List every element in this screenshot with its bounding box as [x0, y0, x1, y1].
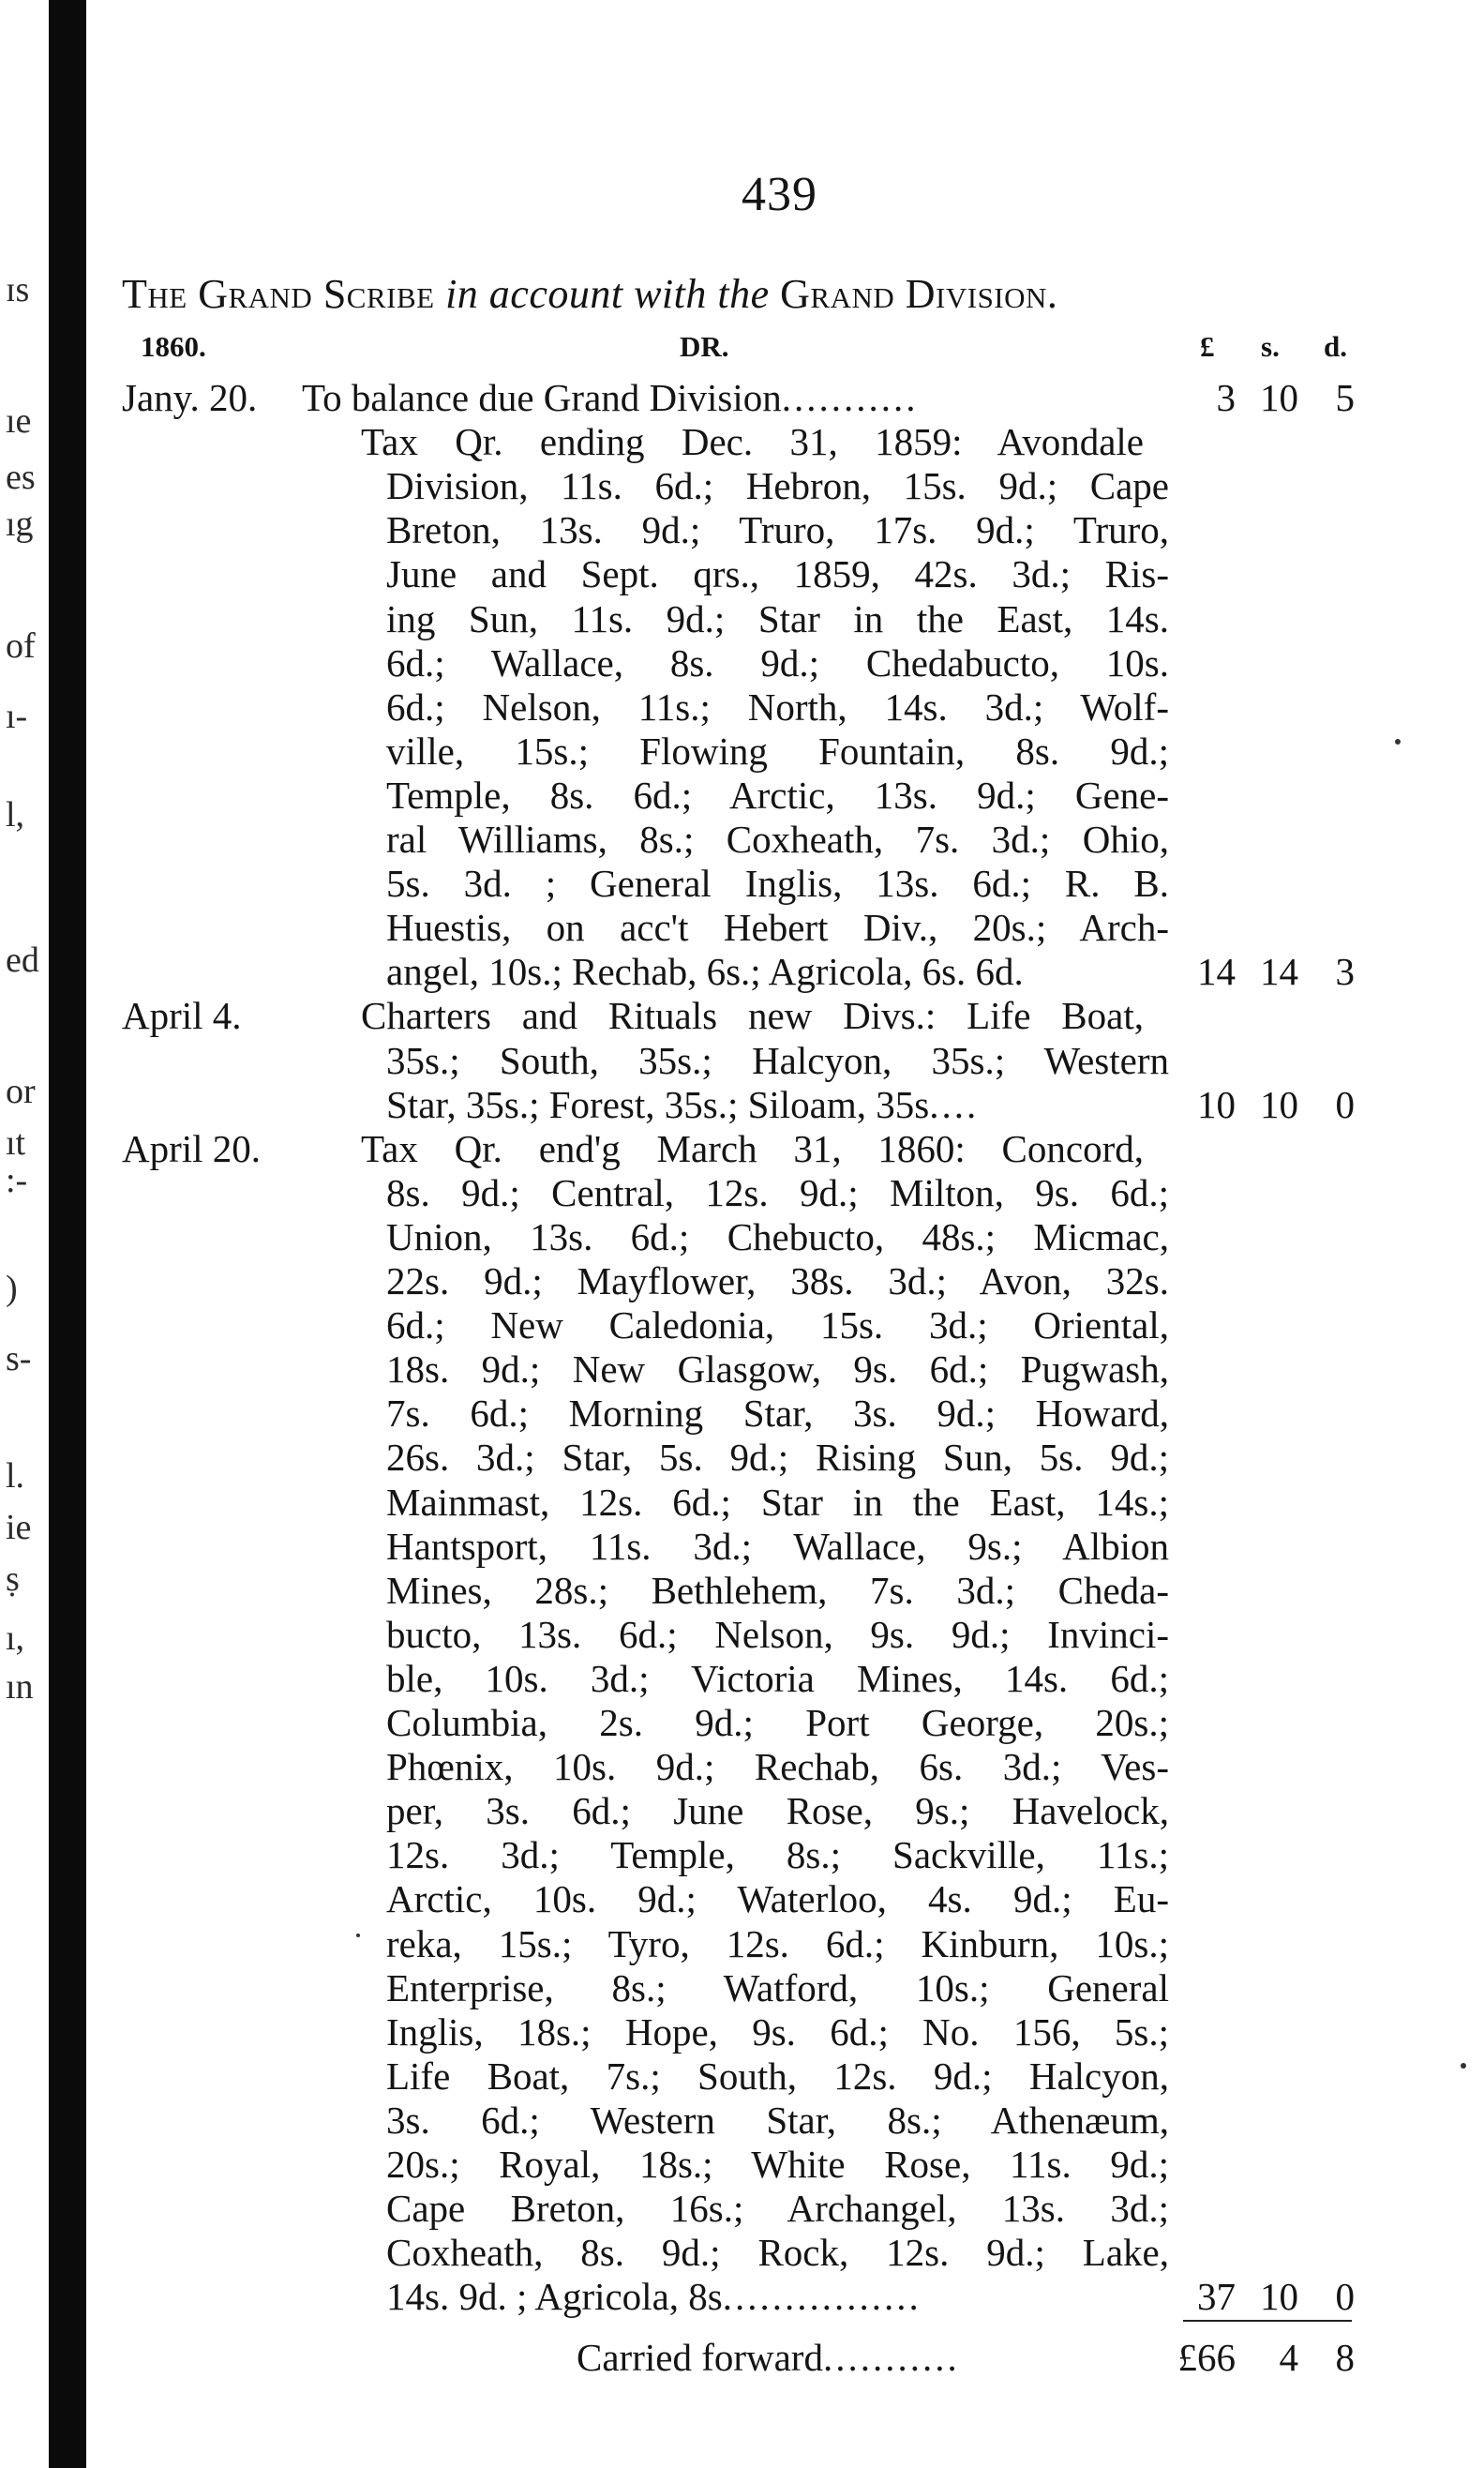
amount-shillings: 4	[1279, 2336, 1298, 2380]
heading-in-account: in account with the	[445, 271, 770, 317]
amount-pounds: £66	[1177, 2336, 1236, 2380]
margin-fragment: ı,	[6, 1618, 25, 1658]
entry-text	[386, 1700, 1169, 1745]
ledger-line	[0, 2230, 1484, 2275]
heading-grand-division: Grand Division.	[780, 271, 1058, 317]
entry-text-content: June and Sept. qrs., 1859, 42s. 3d.; Ris-	[386, 552, 1169, 596]
ledger-line	[0, 2098, 1484, 2143]
margin-fragment: ɪs	[6, 270, 30, 309]
year-header: 1860.	[141, 330, 206, 363]
margin-fragment: ed	[6, 941, 39, 980]
margin-fragment: ın	[6, 1667, 34, 1707]
amount-pence: 0	[1335, 1082, 1355, 1126]
entry-text	[386, 1744, 1169, 1789]
ledger-line	[0, 1876, 1484, 1921]
entry-text-content: Tax Qr. end'g March 31, 1860: Concord,	[361, 1126, 1144, 1170]
amount-pounds: 37	[1197, 2275, 1236, 2319]
ledger-line	[0, 1965, 1484, 2010]
ledger-line	[0, 2274, 1484, 2319]
ledger-line	[0, 419, 1484, 464]
entry-text	[302, 375, 1085, 420]
entry-text-content: 7s. 6d.; Morning Star, 3s. 9d.; Howard,	[386, 1392, 1169, 1436]
entry-text-content: 8s. 9d.; Central, 12s. 9d.; Milton, 9s. 6d.;	[386, 1170, 1169, 1214]
ledger-line	[0, 2054, 1484, 2099]
entry-text-content: ral Williams, 8s.; Coxheath, 7s. 3d.; Ohio,	[386, 818, 1169, 861]
heading-grand-scribe: The Grand Scribe	[122, 271, 435, 317]
ledger-line	[0, 729, 1484, 774]
entry-text	[386, 729, 1169, 774]
dot-leader: ................	[722, 2275, 922, 2319]
entry-text-content: 22s. 9d.; Mayflower, 38s. 3d.; Avon, 32s.	[386, 1259, 1169, 1302]
amount-pounds: 14	[1197, 950, 1236, 994]
margin-fragment: es	[6, 458, 36, 497]
margin-fragment: s-	[6, 1339, 32, 1378]
entry-text-content: per, 3s. 6d.; June Rose, 9s.; Havelock,	[386, 1789, 1169, 1833]
entry-text-content: ville, 15s.; Flowing Fountain, 8s. 9d.;	[386, 729, 1169, 773]
entry-text	[361, 1126, 1144, 1171]
amount-pence: 8	[1335, 2336, 1355, 2380]
ledger-line	[0, 375, 1484, 420]
entry-text-content: ing Sun, 11s. 9d.; Star in the East, 14s.	[386, 596, 1169, 640]
entry-text-content: Hantsport, 11s. 3d.; Wallace, 9s.; Albion	[386, 1524, 1169, 1568]
ledger-line	[0, 1921, 1484, 1966]
entry-text	[386, 640, 1169, 685]
entry-text	[386, 1612, 1169, 1657]
entry-text	[386, 1435, 1169, 1480]
entry-text-content: Temple, 8s. 6d.; Arctic, 13s. 9d.; Gene-	[386, 773, 1169, 817]
ledger-line	[0, 1480, 1484, 1525]
amount-pounds: 3	[1216, 376, 1236, 419]
entry-text	[386, 1568, 1169, 1613]
entry-text-content: Coxheath, 8s. 9d.; Rock, 12s. 9d.; Lake,	[386, 2231, 1169, 2275]
ledger-line	[0, 1170, 1484, 1215]
entry-text	[386, 1921, 1169, 1966]
entry-text-content: reka, 15s.; Tyro, 12s. 6d.; Kinburn, 10s.;	[386, 1921, 1169, 1965]
dot-leader: ....	[929, 1082, 980, 1126]
ledger-line	[0, 1258, 1484, 1303]
margin-fragment: or	[6, 1072, 36, 1111]
ledger-line	[0, 2142, 1484, 2187]
ledger-line	[0, 1788, 1484, 1833]
entry-text	[386, 2009, 1169, 2054]
dot-leader: ...........	[822, 2336, 960, 2380]
ledger-line	[0, 2335, 1484, 2380]
total-rule	[1183, 2320, 1352, 2322]
ledger-line	[0, 1082, 1484, 1127]
amount-shillings: 10	[1260, 1082, 1298, 1126]
entry-text	[361, 993, 1144, 1038]
entry-text	[386, 596, 1169, 641]
ledger-line	[0, 1832, 1484, 1877]
entry-text-content: Inglis, 18s.; Hope, 9s. 6d.; No. 156, 5s.;	[386, 2009, 1169, 2054]
entry-text	[386, 507, 1169, 552]
entry-text	[386, 2274, 1169, 2319]
entry-text-content: 3s. 6d.; Western Star, 8s.; Athenæum,	[386, 2098, 1169, 2142]
entry-text-content: 5s. 3d. ; General Inglis, 13s. 6d.; R. B.	[386, 862, 1169, 906]
margin-fragment: of	[6, 626, 36, 666]
account-heading	[122, 270, 1341, 318]
entry-text	[386, 685, 1169, 730]
amount-pounds: 10	[1197, 1082, 1236, 1126]
entry-text-content: Charters and Rituals new Divs.: Life Boat,	[361, 994, 1144, 1038]
entry-text-content: 26s. 3d.; Star, 5s. 9d.; Rising Sun, 5s. 9d.;	[386, 1436, 1169, 1480]
entry-text-content: Mines, 28s.; Bethlehem, 7s. 3d.; Cheda-	[386, 1568, 1169, 1612]
ledger-line	[0, 1568, 1484, 1613]
amount-shillings: 10	[1260, 2275, 1298, 2319]
entry-text	[386, 1876, 1169, 1921]
entry-text	[386, 1656, 1169, 1701]
entry-text-content: Huestis, on acc't Hebert Div., 20s.; Arch-	[386, 906, 1169, 950]
entry-text-content: 6d.; Nelson, 11s.; North, 14s. 3d.; Wolf-	[386, 685, 1169, 729]
entry-text-content: Carried forward	[577, 2336, 823, 2380]
entry-text-content: Union, 13s. 6d.; Chebucto, 48s.; Micmac,	[386, 1214, 1169, 1258]
entry-text	[386, 1965, 1169, 2010]
ledger-line	[0, 861, 1484, 906]
amount-shillings: 14	[1260, 950, 1298, 994]
amount-pence: 3	[1335, 950, 1355, 994]
ledger-line	[0, 463, 1484, 508]
ledger-line	[0, 1347, 1484, 1392]
ledger-line	[0, 949, 1484, 994]
entry-text	[386, 2142, 1169, 2187]
margin-fragment: ṣ	[6, 1559, 20, 1599]
entry-date: Jany. 20.	[122, 376, 258, 419]
entry-text	[386, 1038, 1169, 1083]
entry-text-content: angel, 10s.; Rechab, 6s.; Agricola, 6s. 6d.	[386, 950, 1024, 994]
ledger-line	[0, 1612, 1484, 1657]
entry-text	[386, 1524, 1169, 1569]
ledger-line	[0, 640, 1484, 685]
entry-text-content: ble, 10s. 3d.; Victoria Mines, 14s. 6d.;	[386, 1656, 1169, 1700]
ledger-line	[0, 1744, 1484, 1789]
entry-text-content: Enterprise, 8s.; Watford, 10s.; General	[386, 1965, 1169, 2009]
entry-text-content: Cape Breton, 16s.; Archangel, 13s. 3d.;	[386, 2187, 1169, 2231]
ledger-line	[0, 504, 1484, 552]
entry-text	[386, 861, 1169, 906]
entry-text-content: 6d.; New Caledonia, 15s. 3d.; Oriental,	[386, 1303, 1169, 1347]
ledger-line	[0, 2009, 1484, 2054]
entry-text	[386, 1480, 1169, 1525]
entry-text	[386, 2230, 1169, 2275]
entry-text	[386, 1391, 1169, 1436]
ledger-line	[0, 551, 1484, 596]
margin-fragment: ıg	[6, 504, 34, 544]
entry-text-content: 6d.; Wallace, 8s. 9d.; Chedabucto, 10s.	[386, 640, 1169, 685]
entry-text	[386, 1258, 1169, 1303]
entry-text-content: 12s. 3d.; Temple, 8s.; Sackville, 11s.;	[386, 1833, 1169, 1877]
entry-text	[386, 1788, 1169, 1833]
page-number: 439	[742, 168, 817, 221]
entry-text-content: Breton, 13s. 9d.; Truro, 17s. 9d.; Truro,	[386, 508, 1169, 552]
entry-text	[386, 1347, 1169, 1392]
ledger-line	[0, 1524, 1484, 1569]
entry-text	[386, 1082, 1169, 1127]
margin-fragment: l,	[6, 795, 25, 835]
entry-text-content: Mainmast, 12s. 6d.; Star in the East, 14s.;	[386, 1480, 1169, 1524]
ledger-line	[0, 1214, 1484, 1259]
margin-fragment: ıt	[6, 1123, 26, 1163]
entry-text	[386, 773, 1169, 818]
ledger-line	[0, 773, 1484, 818]
ledger-line	[0, 1123, 1484, 1171]
entry-text-content: Division, 11s. 6d.; Hebron, 15s. 9d.; Cape	[386, 464, 1169, 508]
entry-text	[386, 1302, 1169, 1347]
entry-text-content: Arctic, 10s. 9d.; Waterloo, 4s. 9d.; Eu-	[386, 1877, 1169, 1921]
entry-text	[386, 1832, 1169, 1877]
ledger-line	[0, 905, 1484, 950]
entry-text-content: Tax Qr. ending Dec. 31, 1859: Avondale	[361, 420, 1144, 464]
entry-text	[386, 1170, 1169, 1215]
entry-text-content: bucto, 13s. 6d.; Nelson, 9s. 9d.; Invinci-	[386, 1612, 1169, 1656]
margin-fragment: ie	[6, 1508, 32, 1547]
ledger-line	[0, 1656, 1484, 1701]
entry-date: April 4.	[122, 994, 242, 1038]
ledger-line	[0, 993, 1484, 1038]
entry-text-content: To balance due Grand Division	[302, 376, 782, 419]
margin-fragment: l.	[6, 1456, 25, 1496]
entry-text-content: Phœnix, 10s. 9d.; Rechab, 6s. 3d.; Ves-	[386, 1745, 1169, 1789]
margin-fragment: :-	[6, 1161, 28, 1200]
dot-leader: ...........	[781, 376, 919, 419]
margin-fragment: )	[6, 1269, 18, 1308]
entry-text	[386, 2054, 1169, 2099]
entry-text	[386, 463, 1169, 508]
entry-date: April 20.	[122, 1126, 262, 1170]
ledger-line	[0, 1391, 1484, 1436]
entry-text-content: Life Boat, 7s.; South, 12s. 9d.; Halcyon,	[386, 2054, 1169, 2098]
amount-pence: 5	[1335, 376, 1355, 419]
entry-text-content: 18s. 9d.; New Glasgow, 9s. 6d.; Pugwash,	[386, 1347, 1169, 1392]
ledger-line	[0, 596, 1484, 641]
entry-text	[386, 551, 1169, 596]
shillings-header: s.	[1261, 330, 1280, 363]
ledger-line	[0, 817, 1484, 862]
entry-text-content: 20s.; Royal, 18s.; White Rose, 11s. 9d.;	[386, 2143, 1169, 2186]
entry-text	[386, 949, 1169, 994]
entry-text-content: Star, 35s.; Forest, 35s.; Siloam, 35s	[386, 1082, 930, 1126]
debit-header: DR.	[680, 330, 729, 363]
ledger-line	[0, 1302, 1484, 1347]
margin-fragment: ı-	[6, 697, 28, 736]
entry-text-content: 14s. 9d. ; Agricola, 8s	[386, 2275, 723, 2319]
pounds-header: £	[1200, 330, 1215, 363]
ledger-line	[0, 1700, 1484, 1745]
entry-text	[386, 2186, 1169, 2231]
ledger-line	[0, 1435, 1484, 1480]
ledger-line	[0, 685, 1484, 730]
entry-text-content: 35s.; South, 35s.; Halcyon, 35s.; Western	[386, 1038, 1169, 1082]
margin-fragment: ıe	[6, 401, 32, 441]
entry-text-content: Columbia, 2s. 9d.; Port George, 20s.;	[386, 1701, 1169, 1744]
ledger-line	[0, 1038, 1484, 1083]
amount-pence: 0	[1335, 2275, 1355, 2319]
entry-text	[386, 1214, 1169, 1259]
entry-text	[386, 2098, 1169, 2143]
ledger-line	[0, 2186, 1484, 2231]
entry-text	[361, 419, 1144, 464]
entry-text	[577, 2335, 1144, 2380]
pence-header: d.	[1324, 330, 1347, 363]
amount-shillings: 10	[1260, 376, 1298, 419]
entry-text	[386, 905, 1169, 950]
entry-text	[386, 817, 1169, 862]
